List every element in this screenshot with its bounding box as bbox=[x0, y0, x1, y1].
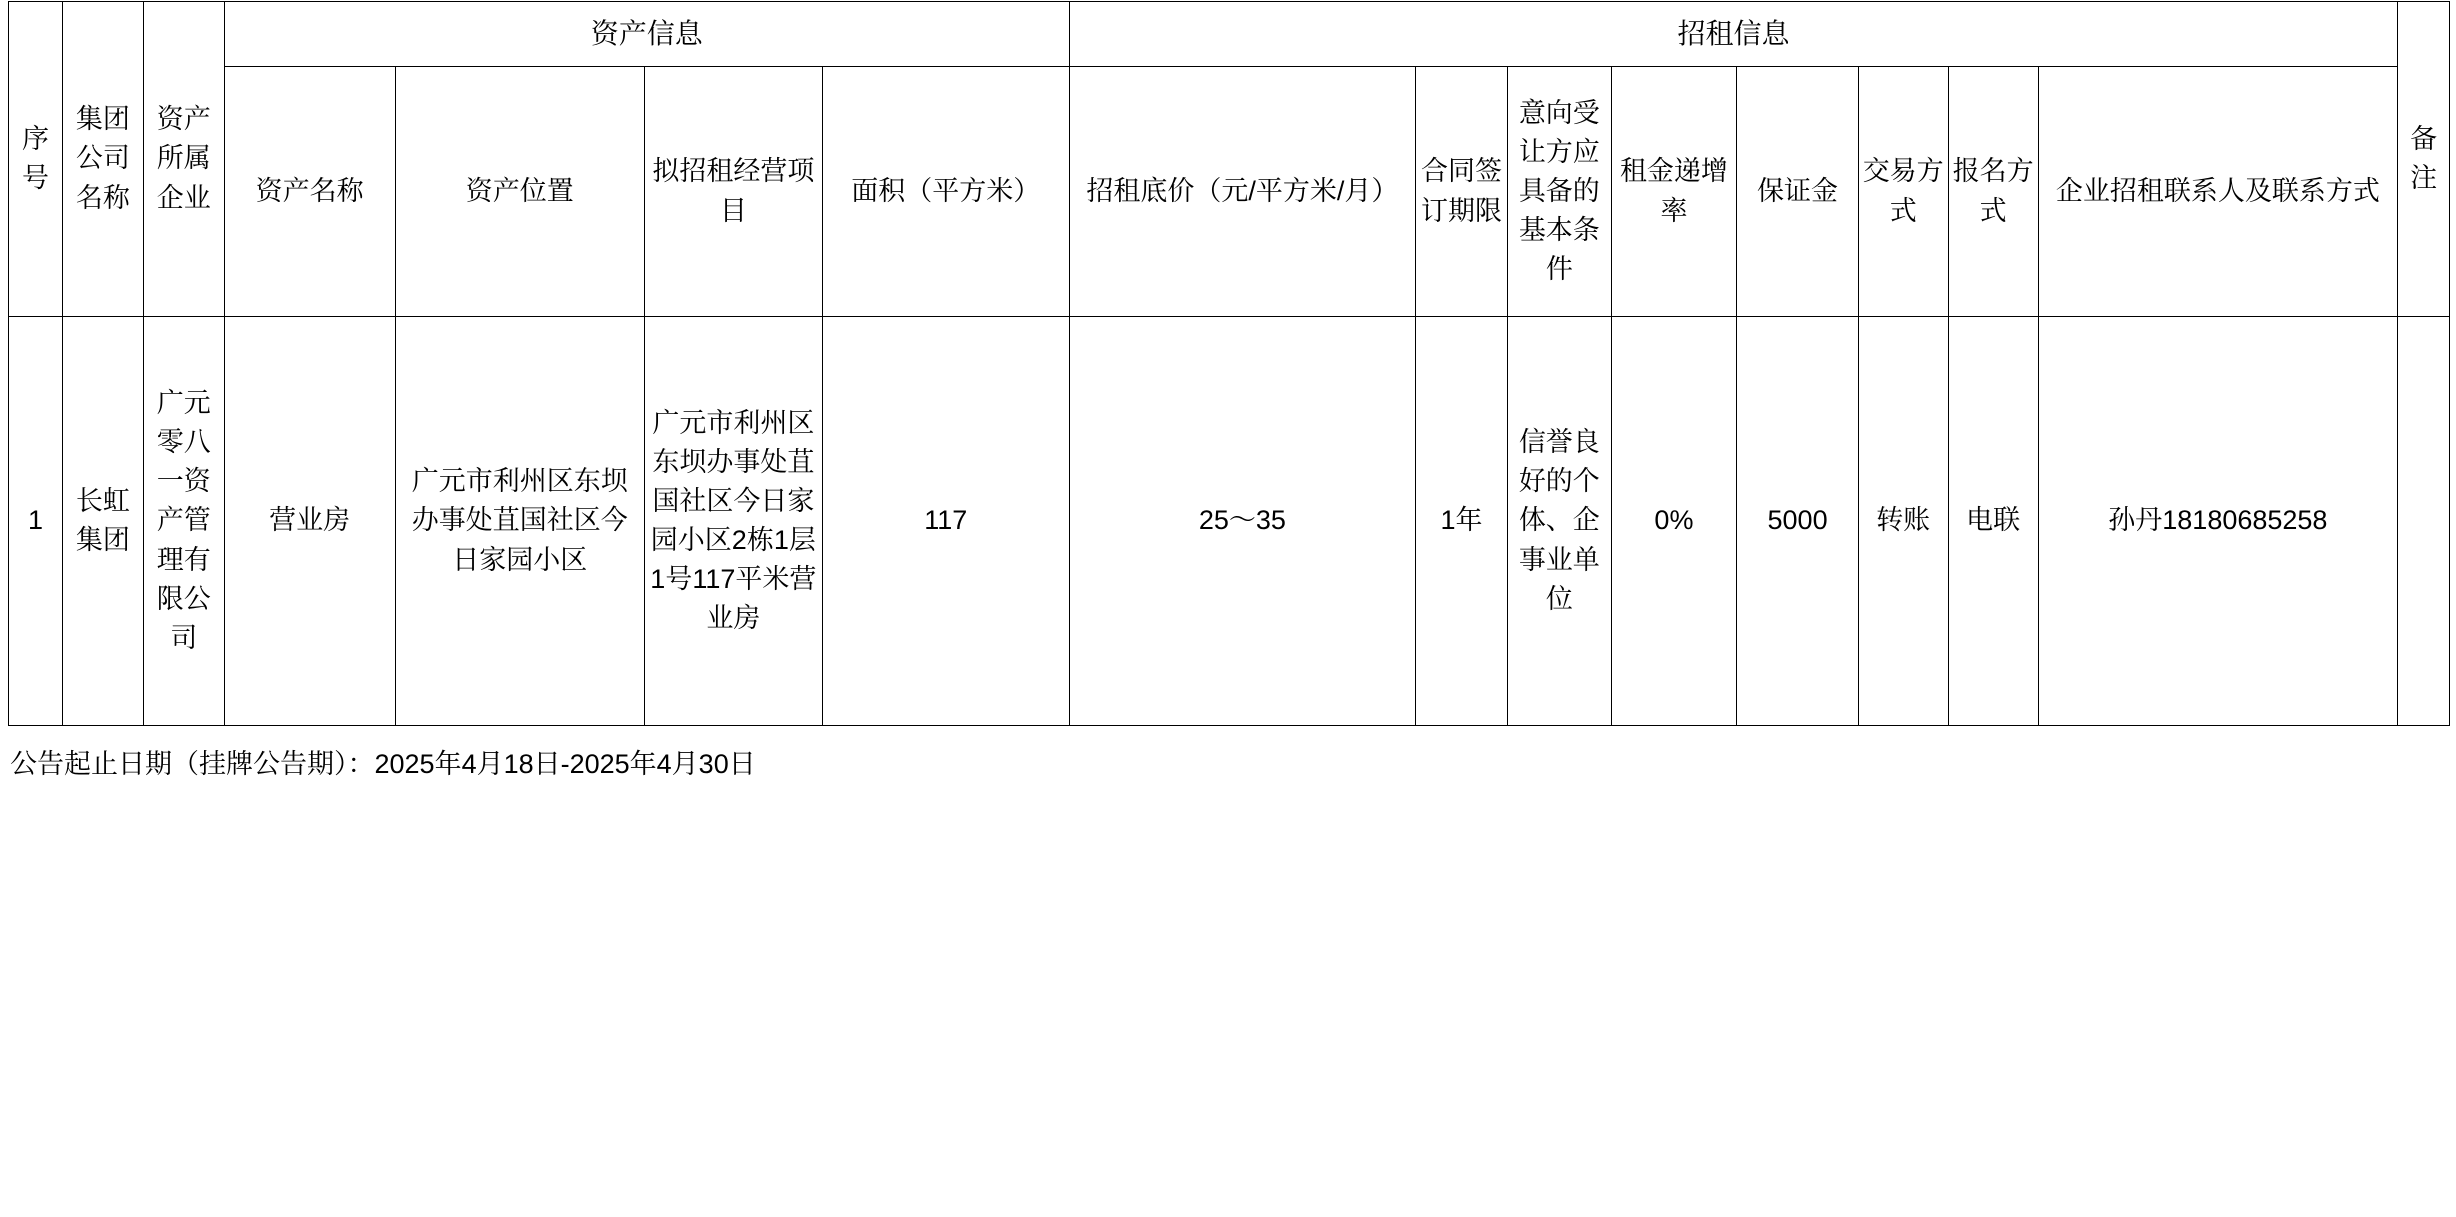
header-deposit: 保证金 bbox=[1737, 67, 1858, 317]
header-area: 面积（平方米） bbox=[822, 67, 1069, 317]
header-contact: 企业招租联系人及联系方式 bbox=[2038, 67, 2398, 317]
cell-contact: 孙丹18180685258 bbox=[2038, 317, 2398, 726]
announcement-period-note: 公告起止日期（挂牌公告期）：2025年4月18日-2025年4月30日 bbox=[10, 749, 756, 779]
header-trade-method: 交易方式 bbox=[1858, 67, 1948, 317]
cell-contract-term: 1年 bbox=[1415, 317, 1507, 726]
cell-group-company: 长虹集团 bbox=[62, 317, 143, 726]
cell-owner-enterprise: 广元零八一资产管理有限公司 bbox=[143, 317, 224, 726]
header-apply-method: 报名方式 bbox=[1948, 67, 2038, 317]
header-base-price: 招租底价（元/平方米/月） bbox=[1069, 67, 1415, 317]
cell-seq: 1 bbox=[9, 317, 63, 726]
table-column-header-row bbox=[9, 67, 2450, 317]
group-header-leasing-info: 招租信息 bbox=[1069, 2, 2397, 67]
header-asset-name: 资产名称 bbox=[224, 67, 395, 317]
cell-asset-name: 营业房 bbox=[224, 317, 395, 726]
header-contract-term: 合同签订期限 bbox=[1415, 67, 1507, 317]
header-business-project: 拟招租经营项目 bbox=[645, 67, 823, 317]
cell-asset-location: 广元市利州区东坝办事处苴国社区今日家园小区 bbox=[395, 317, 644, 726]
header-group-company: 集团公司名称 bbox=[62, 2, 143, 317]
header-rent-increase-rate: 租金递增率 bbox=[1611, 67, 1737, 317]
header-remark: 备注 bbox=[2398, 2, 2450, 317]
cell-transferee-conditions: 信誉良好的个体、企事业单位 bbox=[1508, 317, 1611, 726]
header-seq: 序号 bbox=[9, 2, 63, 317]
table-row bbox=[9, 317, 2450, 726]
cell-trade-method: 转账 bbox=[1858, 317, 1948, 726]
table-group-header-row bbox=[9, 2, 2450, 67]
cell-deposit: 5000 bbox=[1737, 317, 1858, 726]
cell-area: 117 bbox=[822, 317, 1069, 726]
header-transferee-conditions: 意向受让方应具备的基本条件 bbox=[1508, 67, 1611, 317]
asset-leasing-table bbox=[8, 1, 2450, 726]
cell-rent-increase-rate: 0% bbox=[1611, 317, 1737, 726]
cell-remark bbox=[2398, 317, 2450, 726]
cell-apply-method: 电联 bbox=[1948, 317, 2038, 726]
header-owner-enterprise: 资产所属企业 bbox=[143, 2, 224, 317]
header-asset-location: 资产位置 bbox=[395, 67, 644, 317]
document-page bbox=[0, 1, 2456, 787]
cell-business-project: 广元市利州区东坝办事处苴国社区今日家园小区2栋1层1号117平米营业房 bbox=[645, 317, 823, 726]
group-header-asset-info: 资产信息 bbox=[224, 2, 1069, 67]
cell-base-price: 25～35 bbox=[1069, 317, 1415, 726]
